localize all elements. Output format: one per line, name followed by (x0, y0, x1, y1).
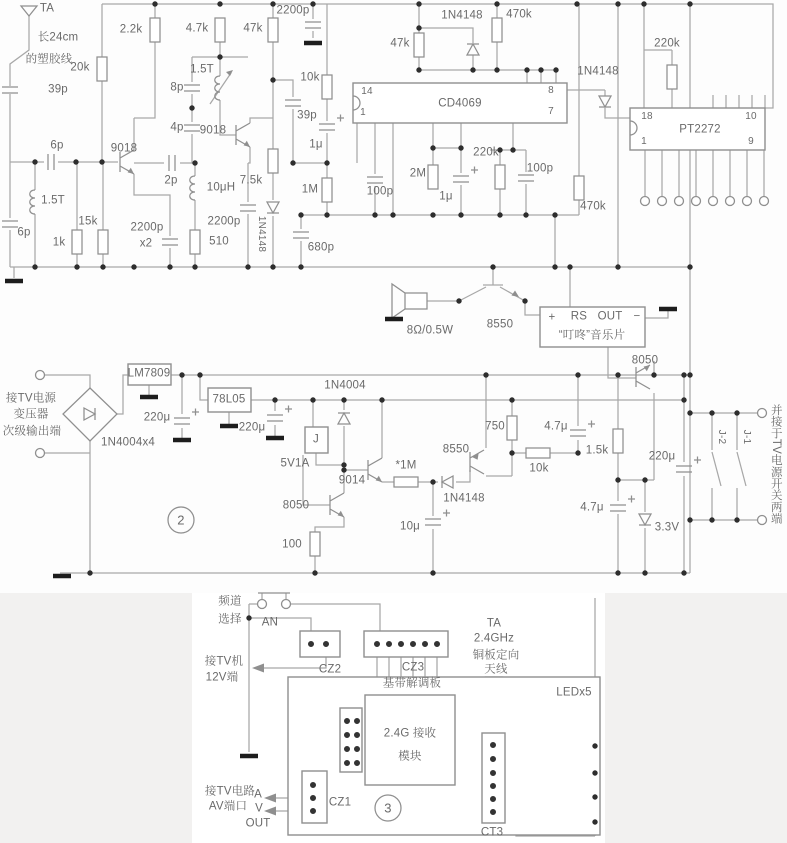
label-an: AN (261, 616, 279, 629)
label-cd4069: CD4069 (438, 97, 482, 110)
label-cd-p7: 7 (548, 106, 554, 117)
label-relay: J (313, 433, 319, 446)
transistor-8050-1 (330, 493, 344, 517)
label-c220u-2: 220μ (238, 421, 266, 434)
label-q9014: 9014 (338, 474, 366, 487)
label-avV: V (255, 802, 263, 815)
label-ta2-4: 天线 (484, 663, 508, 676)
78l05-box (208, 388, 251, 412)
label-d4148-2: 1N4148 (441, 9, 483, 22)
label-ta1-l2: 的塑胶线 (25, 53, 73, 66)
label-ta1: TA (39, 2, 55, 15)
label-mod2: 模块 (398, 750, 422, 763)
cz2-box (300, 631, 340, 657)
label-c10u: 10μ (399, 520, 421, 533)
transistor-8050-3 (636, 365, 650, 389)
label-d4148-1: 1N4148 (256, 215, 267, 253)
label-pt-p18: 18 (641, 111, 653, 122)
label-r470k-1: 470k (506, 8, 532, 21)
label-l78l05: 78L05 (212, 393, 246, 406)
antenna-icon (21, 6, 37, 16)
transistor-9018-2 (236, 123, 250, 147)
label-r510: 510 (209, 235, 229, 248)
label-bb: 基带解调板 (382, 677, 442, 690)
label-cz2: CZ2 (318, 663, 342, 676)
label-c47u-1: 4.7μ (544, 420, 568, 433)
label-j1: J-1 (741, 429, 752, 445)
label-spk: 8Ω/0.5W (406, 324, 454, 337)
label-c39p-2: 39p (297, 109, 317, 122)
label-c220u-1: 220μ (143, 411, 171, 424)
transistor-8550-2 (470, 450, 484, 474)
label-mus-rs: RS (570, 310, 588, 323)
label-mus-plus: + (548, 311, 556, 324)
label-d3v3: 3.3V (654, 521, 680, 534)
label-led5: LEDx5 (556, 686, 592, 699)
speaker-icon (392, 284, 427, 318)
label-avA: A (254, 788, 262, 801)
rf-module-box (365, 695, 455, 785)
label-mus-out: OUT (597, 310, 623, 323)
label-c47u-2: 4.7μ (580, 501, 604, 514)
ic-pt2272-box (630, 108, 765, 150)
lm7809-box (128, 364, 171, 385)
label-pt-p1: 1 (641, 136, 647, 147)
label-cd-p1: 1 (360, 107, 366, 118)
label-mod1: 2.4G 接收 (383, 727, 437, 740)
label-c4p: 4p (170, 121, 184, 134)
label-badge3: 3 (384, 800, 392, 816)
label-q9018-2: 9018 (199, 124, 227, 137)
label-pt2272: PT2272 (679, 123, 721, 136)
label-l15t-1: 1.5T (41, 194, 65, 207)
label-r2m: 2M (409, 167, 427, 180)
label-r47k-2: 47k (390, 37, 410, 50)
label-ta2-1: TA (486, 617, 502, 630)
label-c100p-1: 100p (366, 185, 394, 198)
label-r470k-2: 470k (580, 200, 606, 213)
label-r220k-1: 220k (473, 146, 499, 159)
ic-cd4069-box (353, 83, 567, 123)
label-pw3: 次级输出端 (2, 425, 62, 438)
label-bridge: 1N4004x4 (100, 436, 156, 449)
label-q8550-1: 8550 (486, 318, 514, 331)
label-r1k: 1k (52, 236, 66, 249)
transistor-9014 (368, 458, 382, 482)
label-d4148-4: 1N4148 (443, 492, 485, 505)
label-q9018-1: 9018 (110, 142, 138, 155)
label-r10k-1: 10k (300, 71, 320, 84)
label-ta2-3: 铜板定向 (472, 649, 520, 662)
label-c6p-a: 6p (50, 139, 64, 152)
label-c2200p-b: 2200p (207, 215, 241, 228)
label-r1m: 1M (301, 183, 319, 196)
label-lm7809: LM7809 (127, 367, 171, 380)
label-c100p-2: 100p (526, 162, 554, 175)
label-ta2-2: 2.4GHz (473, 632, 515, 645)
label-ta1-l1: 长24cm (37, 31, 79, 44)
label-r100: 100 (282, 538, 302, 551)
label-r750: 750 (485, 420, 505, 433)
label-mus-name: “叮咚”音乐片 (558, 329, 626, 342)
label-j2: J-2 (716, 429, 727, 445)
label-mus-minus: − (633, 310, 641, 323)
label-r220k-2: 220k (654, 37, 680, 50)
label-pt-p9: 9 (748, 136, 754, 147)
label-v5v1a: 5V1A (280, 457, 310, 470)
label-cz1: CZ1 (328, 796, 352, 809)
label-ch1: 频道 (218, 595, 242, 608)
label-q8550-2: 8550 (442, 443, 470, 456)
label-c39p: 39p (48, 83, 68, 96)
label-c2p: 2p (164, 174, 178, 187)
label-r1k5: 1.5k (585, 444, 609, 457)
label-cz3: CZ3 (401, 661, 425, 674)
label-c8p: 8p (170, 81, 184, 94)
label-r2k2: 2.2k (119, 23, 143, 36)
label-tv12-1: 接TV机 (204, 655, 244, 668)
transistor-9018-1 (120, 150, 134, 174)
label-tv12-2: 12V端 (205, 671, 239, 684)
section-2-badge-circle (168, 507, 194, 533)
label-ct3: CT3 (480, 826, 504, 839)
label-r10k-2: 10k (529, 462, 549, 475)
label-l15t-2: 1.5T (190, 63, 214, 76)
label-r20k: 20k (70, 61, 90, 74)
label-c220u-3: 220μ (648, 450, 676, 463)
label-av2: AV端口 (208, 800, 248, 813)
label-pw1: 接TV电源 (5, 392, 57, 405)
label-cd-p8: 8 (548, 85, 554, 96)
label-partext: 并接于TV电源开关两端 (769, 403, 782, 525)
label-pw2: 变压器 (13, 408, 49, 421)
bridge-rectifier-icon (63, 388, 117, 441)
label-q8050-1: 8050 (282, 499, 310, 512)
music-chip-box (540, 307, 645, 347)
label-badge2: 2 (177, 512, 185, 528)
label-d1n4004: 1N4004 (324, 379, 366, 392)
label-c680p: 680p (307, 241, 335, 254)
label-c2200p-c: 2200p (276, 4, 310, 17)
label-c2200p-x2: 2200p (130, 221, 164, 234)
label-d4148-3: 1N4148 (577, 65, 619, 78)
label-c6p-b: 6p (17, 226, 31, 239)
label-av1: 接TV电路 (204, 785, 256, 798)
label-cd-p14: 14 (361, 86, 373, 97)
label-r7k5: 7.5k (239, 174, 263, 187)
label-r1m-star: *1M (395, 459, 417, 472)
label-ch2: 选择 (218, 613, 242, 626)
label-avOut: OUT (245, 817, 271, 830)
label-c2200p-x2b: x2 (139, 237, 153, 250)
label-r15k: 15k (78, 215, 98, 228)
label-pt-p10: 10 (745, 111, 757, 122)
label-r47k-1: 47k (243, 22, 263, 35)
label-c1u-1: 1μ (309, 138, 323, 151)
label-r4k7: 4.7k (185, 22, 209, 35)
label-c1u-2: 1μ (439, 190, 453, 203)
label-q8050-3: 8050 (631, 354, 659, 367)
label-l10uh: 10μH (206, 181, 236, 194)
relay-j-box (305, 427, 328, 453)
